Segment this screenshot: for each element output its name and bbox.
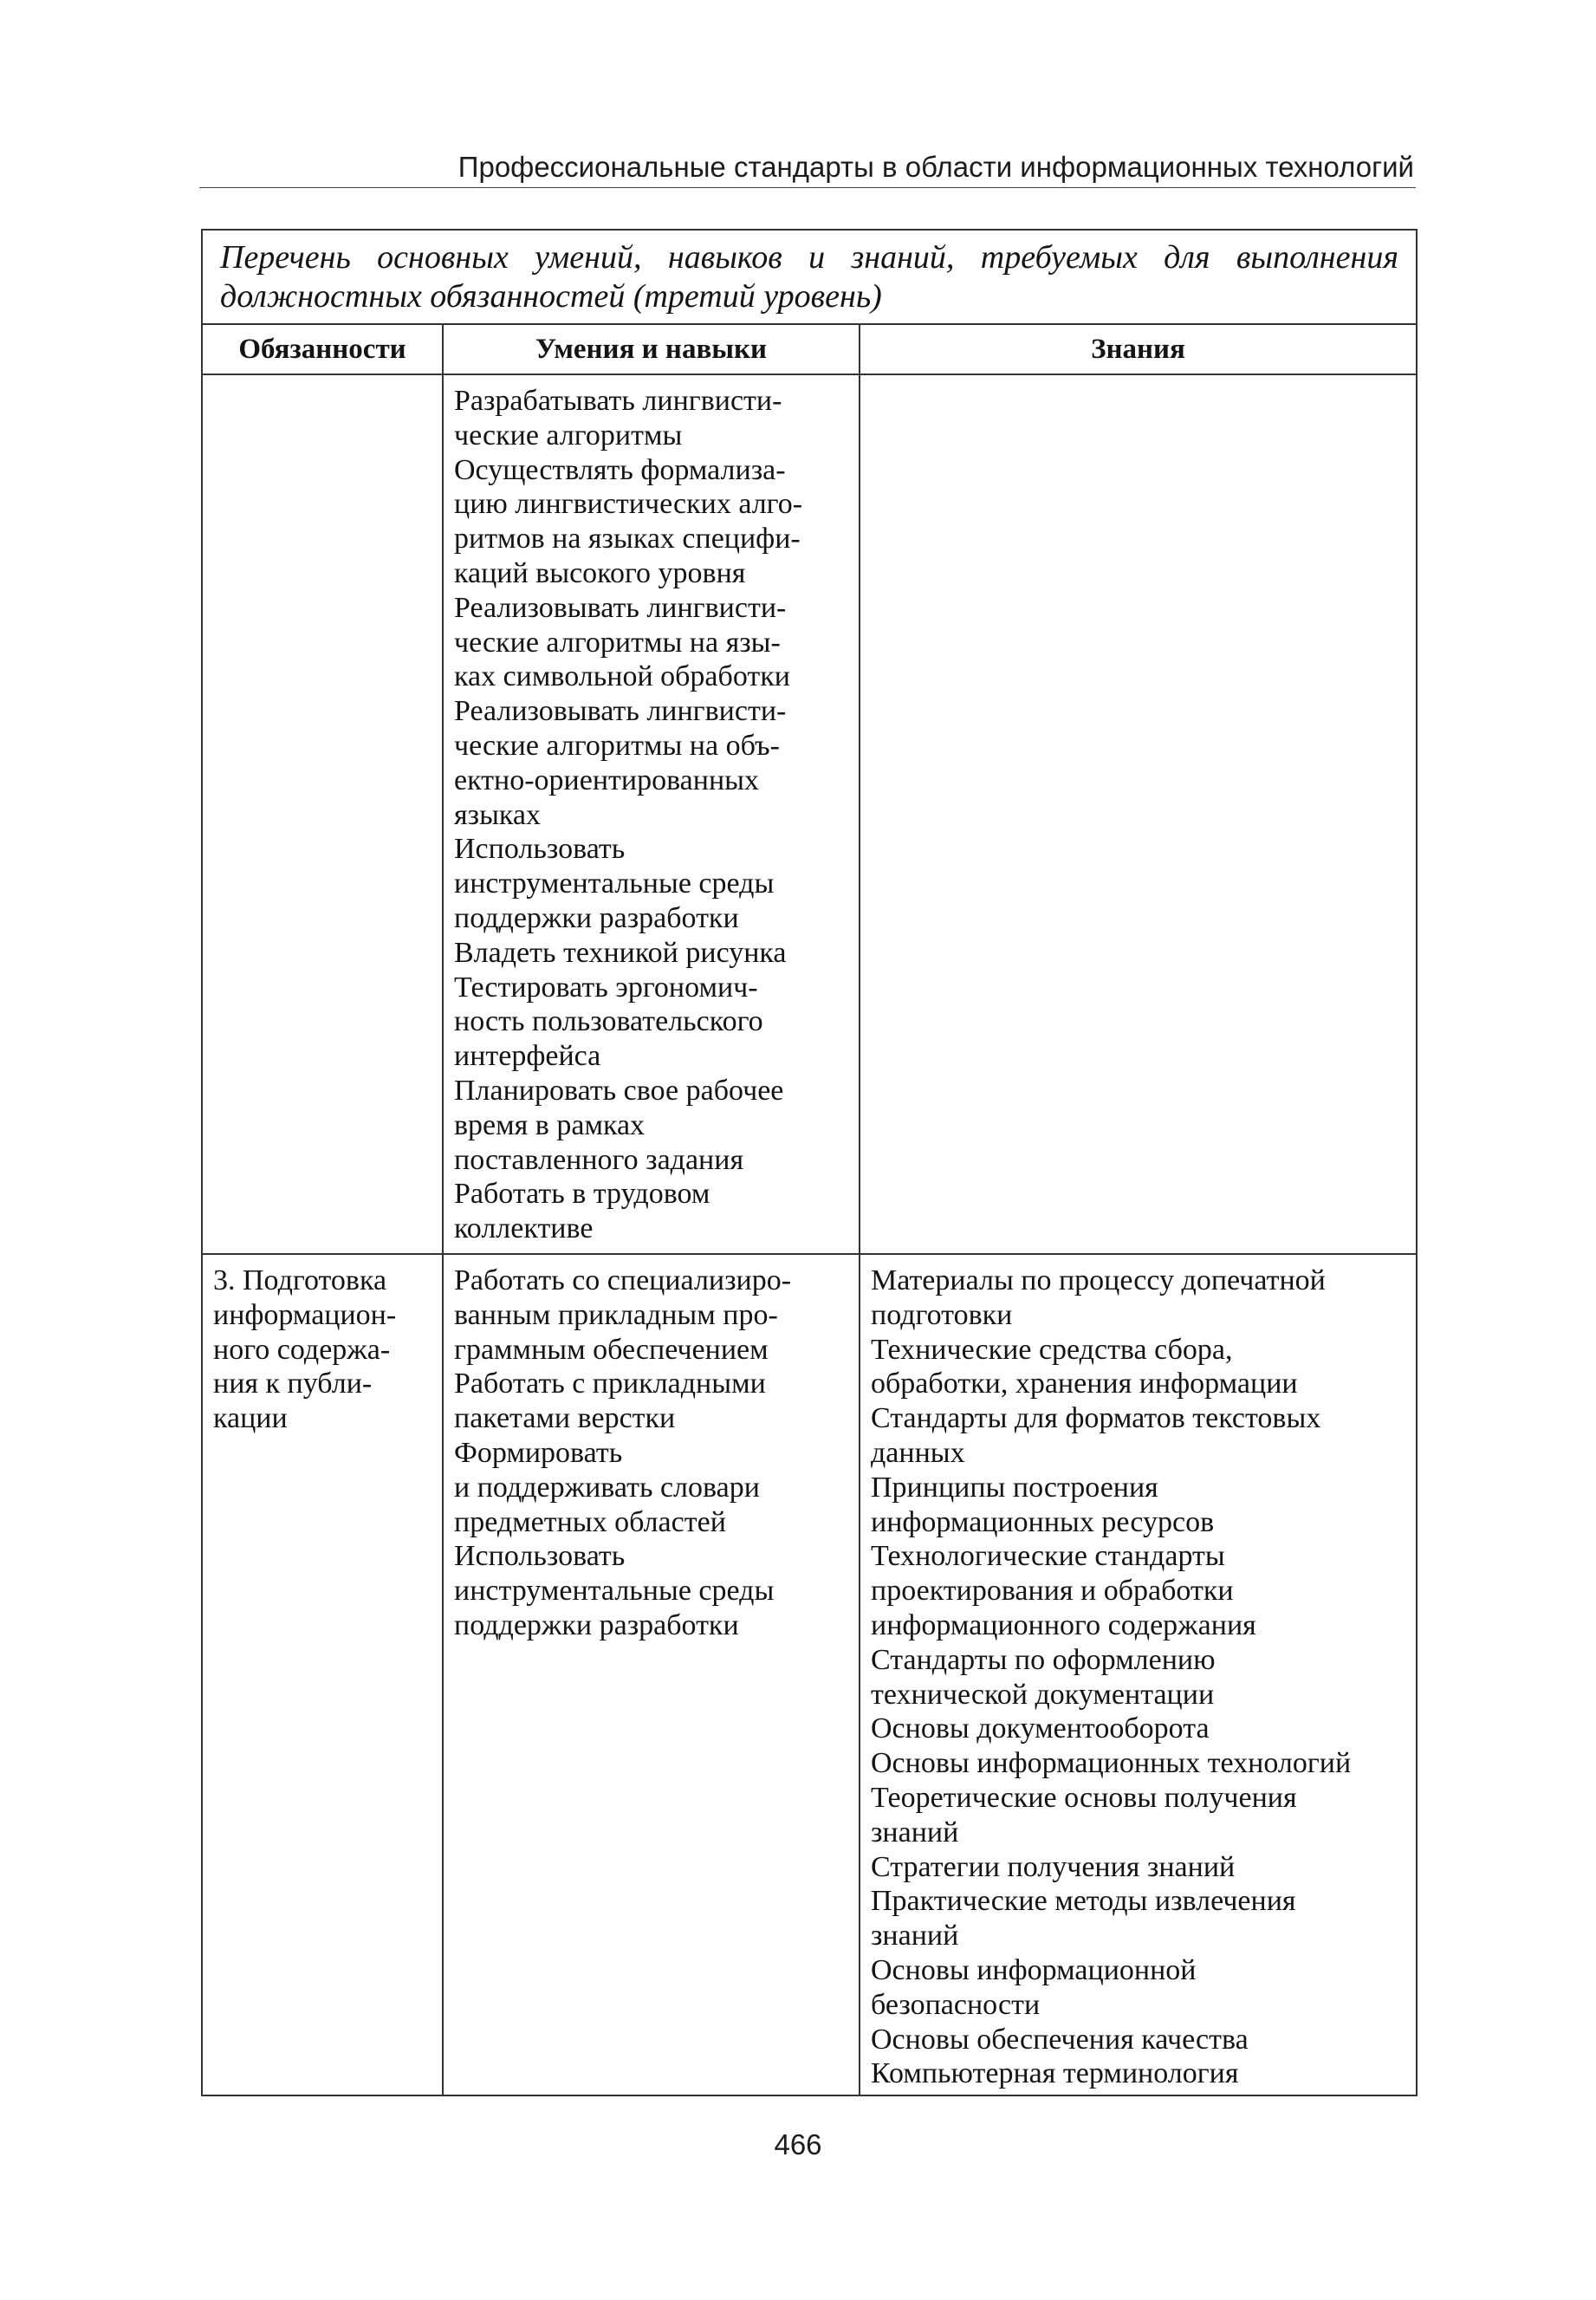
cell-text-line: поддержки разработки	[454, 1608, 739, 1641]
table-caption-line: должностных обязанностей (третий уровень)	[220, 278, 882, 315]
cell-text-line: Практические методы извлечения	[871, 1885, 1296, 1918]
cell-text-line: цию лингвистических алго-	[454, 488, 803, 521]
cell-text-line: Владеть техникой рисунка	[454, 936, 787, 969]
cell-text-line: Основы документооборота	[871, 1712, 1210, 1745]
table-caption-row	[202, 230, 1417, 324]
cell-text-line: технической документации	[871, 1678, 1215, 1711]
running-header: Профессиональные стандарты в области информационных технологий	[457, 151, 1414, 183]
cell-text-line: Теоретические основы получения	[871, 1781, 1297, 1814]
cell-text-line: Использовать	[454, 1540, 626, 1573]
cell-text-line: ния к публи-	[213, 1368, 373, 1400]
cell-text-line: ектно-ориентированных	[454, 763, 760, 796]
duties-cell	[202, 374, 443, 1254]
cell-text-line: инструментальные среды	[454, 867, 775, 900]
cell-text-line: ритмов на языках специфи-	[454, 523, 801, 556]
cell-text-line: информационных ресурсов	[871, 1505, 1215, 1538]
column-header-skills: Умения и навыки	[443, 324, 860, 374]
cell-text-line: и поддерживать словари	[454, 1471, 760, 1504]
cell-text-line: Тестировать эргономич-	[454, 971, 758, 1004]
cell-text-line: граммным обеспечением	[454, 1333, 769, 1366]
cell-text-line: поставленного задания	[454, 1143, 744, 1176]
cell-text-line: знаний	[871, 1920, 959, 1952]
cell-text-line: информационного содержания	[871, 1608, 1256, 1641]
column-header-duties: Обязанности	[202, 324, 443, 374]
cell-text-line: предметных областей	[454, 1505, 726, 1538]
cell-text-line: языках	[454, 798, 542, 831]
cell-text-line: ного содержа-	[213, 1333, 391, 1366]
knowledge-cell	[860, 1254, 1417, 2095]
cell-text-line: время в рамках	[454, 1108, 646, 1141]
skills-cell	[443, 1254, 860, 2095]
table-caption-line: Перечень основных умений, навыков и знаний, требуемых для выполнения	[220, 239, 1399, 276]
cell-text-line: Стандарты для форматов текстовых	[871, 1402, 1321, 1435]
cell-text-line: ность пользовательского	[454, 1005, 763, 1038]
cell-text-line: Реализовывать лингвисти-	[454, 591, 787, 624]
cell-text-line: Принципы построения	[871, 1471, 1158, 1504]
cell-text-line: пакетами верстки	[454, 1402, 676, 1435]
cell-text-line: Планировать свое рабочее	[454, 1074, 784, 1107]
cell-text-line: Материалы по процессу допечатной	[871, 1264, 1326, 1296]
competency-table	[201, 229, 1418, 2096]
cell-text-line: Компьютерная терминология	[871, 2057, 1239, 2090]
cell-text-line: Основы информационных технологий	[871, 1747, 1352, 1780]
cell-text-line: каций высокого уровня	[454, 556, 746, 589]
cell-text-line: Стандарты по оформлению	[871, 1643, 1216, 1676]
header-rule	[199, 187, 1416, 188]
cell-text-line: безопасности	[871, 1988, 1041, 2021]
table-row	[202, 1254, 1417, 2095]
cell-text-line: ках символьной обработки	[454, 660, 790, 693]
table-caption	[202, 230, 1417, 324]
knowledge-cell	[860, 374, 1417, 1254]
cell-text-line: Работать в трудовом	[454, 1178, 710, 1211]
column-header-knowledge: Знания	[860, 324, 1417, 374]
cell-text-line: подготовки	[871, 1298, 1013, 1331]
cell-text-line: коллективе	[454, 1212, 594, 1245]
cell-text-line: Основы информационной	[871, 1953, 1197, 1986]
cell-text-line: обработки, хранения информации	[871, 1368, 1298, 1400]
cell-text-line: интерфейса	[454, 1040, 601, 1073]
table-row	[202, 374, 1417, 1254]
cell-text-line: ческие алгоритмы	[454, 419, 683, 452]
cell-text-line: кации	[213, 1402, 288, 1435]
cell-text-line: ческие алгоритмы на язы-	[454, 626, 781, 659]
cell-text-line: 3. Подготовка	[213, 1264, 387, 1296]
cell-text-line: данных	[871, 1436, 965, 1469]
cell-text-line: поддержки разработки	[454, 901, 739, 934]
cell-text-line: информацион-	[213, 1298, 397, 1331]
cell-text-line: Технические средства сбора,	[871, 1333, 1233, 1366]
cell-text-line: инструментальные среды	[454, 1575, 775, 1608]
page-number: 466	[774, 2128, 822, 2160]
cell-text-line: проектирования и обработки	[871, 1575, 1234, 1608]
skills-cell	[443, 374, 860, 1254]
cell-text-line: ванным прикладным про-	[454, 1298, 778, 1331]
cell-text-line: Основы обеспечения качества	[871, 2023, 1249, 2056]
cell-text-line: Формировать	[454, 1436, 623, 1469]
cell-text-line: Осуществлять формализа-	[454, 453, 786, 486]
cell-text-line: Технологические стандарты	[871, 1540, 1225, 1573]
cell-text-line: ческие алгоритмы на объ-	[454, 729, 780, 762]
cell-text-line: Работать со специализиро-	[454, 1264, 792, 1296]
table-header-row	[202, 324, 1417, 374]
cell-text-line: Использовать	[454, 833, 626, 866]
cell-text-line: знаний	[871, 1816, 959, 1848]
cell-text-line: Разрабатывать лингвисти-	[454, 385, 782, 417]
cell-text-line: Работать с прикладными	[454, 1368, 766, 1400]
cell-text-line: Стратегии получения знаний	[871, 1850, 1236, 1883]
duties-cell	[202, 1254, 443, 2095]
cell-text-line: Реализовывать лингвисти-	[454, 695, 787, 728]
